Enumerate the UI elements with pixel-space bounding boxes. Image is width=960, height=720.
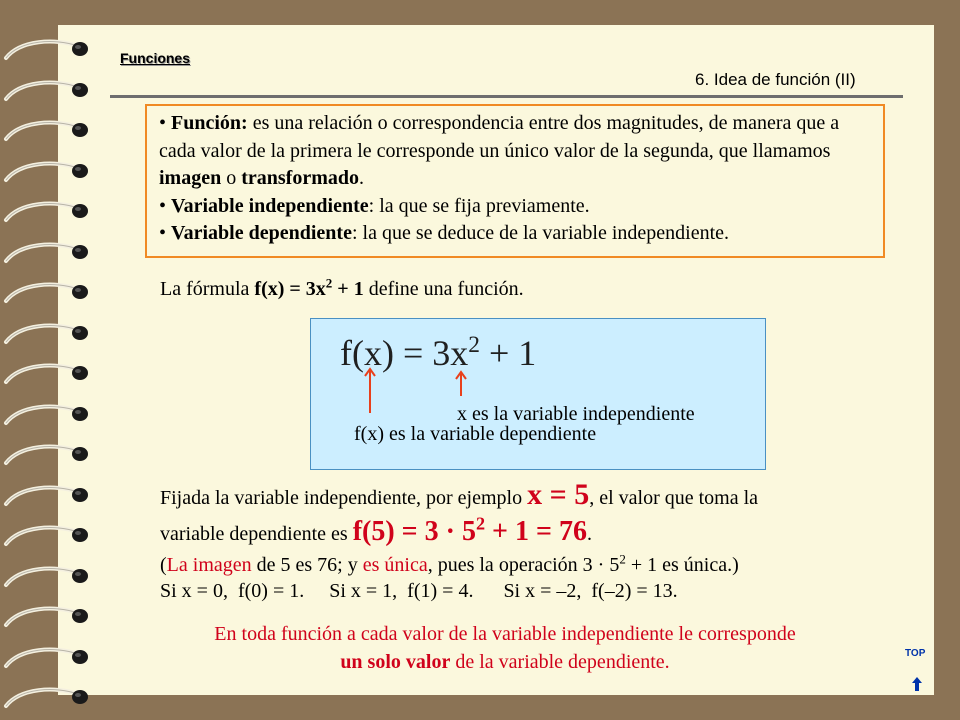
binding-ring-icon	[0, 279, 95, 307]
label-dependent: f(x) es la variable dependiente	[354, 423, 597, 445]
header-divider	[110, 95, 903, 98]
up-arrow-icon[interactable]	[911, 676, 923, 692]
definition-variable-independiente: • Variable independiente: la que se fija previamente.	[159, 194, 590, 217]
label-independent: x es la variable independiente	[457, 403, 695, 425]
example-line-4: Si x = 0, f(0) = 1. Si x = 1, f(1) = 4. Si x = –2, f(–2) = 13.	[160, 580, 678, 602]
binding-ring-icon	[0, 522, 95, 550]
term-funcion: Función:	[171, 112, 248, 134]
binding-ring-icon	[0, 360, 95, 388]
definition-box	[145, 104, 885, 258]
conclusion: En toda función a cada valor de la variable independiente le corresponde un solo valor de la variable dependiente.	[214, 623, 796, 673]
binding-ring-icon	[0, 117, 95, 145]
example-line-2: variable dependiente es $f(5) = 3 \cdot 5^2 + 1 = 76$.	[160, 513, 592, 547]
binding-ring-icon	[0, 36, 95, 64]
binding-ring-icon	[0, 684, 95, 712]
definition-funcion: • Función: es una relación o correspondencia entre dos magnitudes, de manera que a cada valor de la primera le corresponde un único valor de la segunda, que llamamos imagen o transformado.	[159, 112, 840, 189]
binding-ring-icon	[0, 198, 95, 226]
main-formula: $f(x) = 3x^2 + 1$	[340, 332, 537, 373]
term-imagen: imagen	[159, 167, 222, 189]
binding-ring-icon	[0, 77, 95, 105]
binding-ring-icon	[0, 320, 95, 348]
page-header-title: Funciones	[120, 50, 191, 66]
binding-ring-icon	[0, 239, 95, 267]
formula-intro: La fórmula $f(x) = 3x^2 + 1$ define una función.	[160, 275, 524, 300]
definition-variable-dependiente: • Variable dependiente: la que se deduce de la variable independiente.	[159, 222, 730, 244]
example-line-3: (La imagen de 5 es 76; y es única, pues la operación $3 \cdot 5^2 + 1$ es única.)	[160, 551, 739, 576]
binding-ring-icon	[0, 644, 95, 672]
dependent-arrow-icon	[364, 367, 376, 415]
binding-ring-icon	[0, 401, 95, 429]
example-line-1: Fijada la variable independiente, por ejemplo x = 5, el valor que toma la	[160, 478, 759, 511]
binding-ring-icon	[0, 158, 95, 186]
binding-ring-icon	[0, 482, 95, 510]
section-title: 6. Idea de función (II)	[695, 70, 856, 89]
binding-ring-icon	[0, 441, 95, 469]
term-transformado: transformado	[241, 167, 359, 189]
binding-ring-icon	[0, 603, 95, 631]
binding-ring-icon	[0, 563, 95, 591]
top-button[interactable]: TOP	[905, 648, 926, 659]
independent-arrow-icon	[455, 370, 467, 398]
